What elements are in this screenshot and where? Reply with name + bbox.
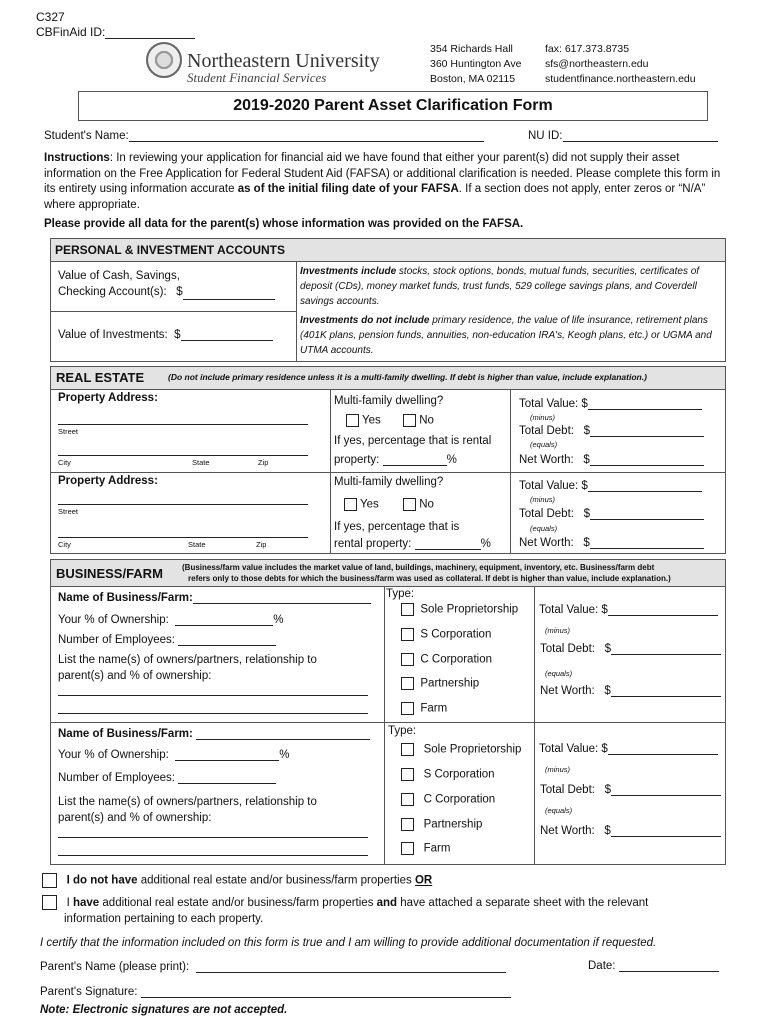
student-name-field[interactable] [44, 130, 484, 142]
multi-family-question-1: Multi-family dwelling? [334, 395, 444, 407]
owners-line-2b[interactable] [58, 846, 368, 856]
owners-list-label-1: List the name(s) of owners/partners, relationship to parent(s) and % of ownership: [58, 654, 317, 682]
type-partnership-1[interactable]: Partnership [401, 677, 479, 690]
form-title-box [78, 91, 708, 121]
no-checkbox[interactable] [403, 498, 416, 511]
bf-minus-2: (minus) [545, 765, 571, 774]
business-name-field-2[interactable]: Name of Business/Farm: [58, 728, 370, 740]
ownership-field-1[interactable]: Your % of Ownership: % [58, 614, 284, 626]
bf-net-worth-2[interactable]: Net Worth: $ [540, 825, 721, 837]
cash-label-line2: Checking Account(s): [58, 286, 167, 298]
re-equals-1: (equals) [530, 440, 558, 449]
parent-signature-field[interactable]: Parent's Signature: [40, 986, 511, 998]
city-state-zip-line-2[interactable] [58, 522, 308, 538]
re-equals-2: (equals) [530, 524, 558, 533]
ownership-field-2[interactable]: Your % of Ownership: % [58, 749, 290, 761]
multi-family-no-2[interactable]: No [403, 498, 434, 511]
bf-total-value-1[interactable]: Total Value: $ [539, 604, 718, 616]
nuid-field[interactable] [528, 130, 718, 142]
type-partnership-2[interactable]: Partnership [401, 818, 482, 831]
state-caption-1: State [192, 458, 210, 467]
partnership-checkbox[interactable] [401, 677, 414, 690]
student-name-label: Student's Name: [44, 130, 129, 142]
business-name-field-1[interactable]: Name of Business/Farm: [58, 592, 371, 604]
bf-total-debt-1[interactable]: Total Debt: $ [540, 643, 721, 655]
re-total-debt-1[interactable]: Total Debt: $ [519, 425, 704, 437]
nuid-label: NU ID: [528, 130, 563, 142]
contact-info: fax: 617.373.8735 sfs@northeastern.edu studentfinance.northeastern.edu [545, 43, 696, 85]
street-caption-2: Street [58, 507, 79, 516]
bf-equals-1: (equals) [545, 669, 573, 678]
owners-list-label-2: List the name(s) of owners/partners, relationship to parent(s) and % of ownership: [58, 796, 317, 824]
type-s-corp-2[interactable]: S Corporation [401, 768, 495, 781]
street-line-2[interactable] [58, 489, 308, 505]
investments-exclude-text: Investments do not include primary residence, the value of life insurance, retirement plans (401K plans, pension funds, annuities, non-education IRA's, Keogh plans, etc.) or UGMA and UTMA accounts. [300, 315, 712, 356]
rental-pct-field-2[interactable]: rental property: % [334, 538, 491, 550]
zip-caption-2: Zip [256, 540, 267, 549]
multi-family-yes-1[interactable]: Yes [346, 414, 381, 427]
re-net-worth-2[interactable]: Net Worth: $ [519, 537, 704, 549]
department-name: Student Financial Services [187, 70, 327, 85]
university-name: Northeastern University [187, 50, 380, 72]
re-minus-2: (minus) [530, 495, 556, 504]
investments-include-text: Investments include stocks, stock options, bonds, mutual funds, securities, certificates of deposit (CDs), money market funds, trust funds, 529 college savings plans, and Coverdell savings accounts. [300, 266, 700, 307]
no-additional-checkbox[interactable] [42, 873, 57, 888]
street-caption-1: Street [58, 427, 79, 436]
zip-caption-1: Zip [258, 458, 269, 467]
city-caption-1: City [58, 458, 71, 467]
provide-data-note: Please provide all data for the parent(s) whose information was provided on the FAFSA. [44, 218, 524, 230]
property-address-label-2: Property Address: [58, 475, 158, 487]
type-sole-prop-2[interactable]: Sole Proprietorship [401, 743, 521, 756]
multi-family-question-2: Multi-family dwelling? [334, 476, 444, 488]
has-additional-properties-option[interactable]: I have additional real estate and/or business/farm properties and have attached a separate sheet with the relevant information pertaining to each property. [42, 895, 732, 927]
city-state-zip-line-1[interactable] [58, 440, 308, 456]
certification-statement: I certify that the information included on this form is true and I am willing to provide additional documentation if requested. [40, 937, 657, 949]
rental-pct-field-1[interactable]: property: % [334, 454, 457, 466]
rental-pct-label-2: If yes, percentage that is [334, 521, 460, 533]
form-code: C327 [36, 10, 65, 24]
type-farm-1[interactable]: Farm [401, 702, 447, 715]
employees-field-2[interactable]: Number of Employees: [58, 772, 276, 784]
re-total-debt-2[interactable]: Total Debt: $ [519, 508, 704, 520]
cash-label-line1: Value of Cash, Savings, [58, 270, 180, 282]
owners-line-1b[interactable] [58, 704, 368, 714]
cash-savings-field[interactable]: Value of Cash, Savings, Checking Account(s): $ [58, 268, 275, 300]
business-type-label-1: Type: [386, 588, 415, 600]
bf-total-debt-2[interactable]: Total Debt: $ [540, 784, 721, 796]
s-corp-checkbox[interactable] [401, 768, 414, 781]
bf-equals-2: (equals) [545, 806, 573, 815]
owners-line-2a[interactable] [58, 828, 368, 838]
city-caption-2: City [58, 540, 71, 549]
instructions-paragraph: Instructions: In reviewing your application for financial aid we have found that either your parent(s) did not supply their asset information on the Free Application for Federal Student Aid (FAFSA) or additional clarification is needed. Please complete this form in its entirety using information accurate as of the initial filing date of your FAFSA. If a section does not apply, enter zeros or “N/A” where appropriate. [44, 152, 721, 211]
yes-checkbox[interactable] [344, 498, 357, 511]
sole-prop-checkbox[interactable] [401, 603, 414, 616]
farm-checkbox[interactable] [401, 842, 414, 855]
bf-net-worth-1[interactable]: Net Worth: $ [540, 685, 721, 697]
real-estate-title: REAL ESTATE [56, 370, 145, 385]
investments-value-field[interactable]: Value of Investments: $ [58, 329, 273, 341]
re-total-value-1[interactable]: Total Value: $ [519, 398, 702, 410]
c-corp-checkbox[interactable] [401, 793, 414, 806]
personal-section-header: PERSONAL & INVESTMENT ACCOUNTS [51, 239, 725, 262]
cbfinaid-label: CBFinAid ID: [36, 25, 106, 39]
investments-label: Value of Investments: [58, 329, 168, 341]
partnership-checkbox[interactable] [401, 818, 414, 831]
rental-pct-label-1: If yes, percentage that is rental [334, 435, 492, 447]
mailing-address: 354 Richards Hall 360 Huntington Ave Boston, MA 02115 [430, 43, 522, 85]
type-c-corp-2[interactable]: C Corporation [401, 793, 495, 806]
cbfinaid-field[interactable] [36, 25, 195, 39]
business-type-label-2: Type: [388, 725, 417, 737]
re-net-worth-1[interactable]: Net Worth: $ [519, 454, 704, 466]
type-s-corp-1[interactable]: S Corporation [401, 628, 491, 641]
no-checkbox[interactable] [403, 414, 416, 427]
electronic-signature-note: Note: Electronic signatures are not accepted. [40, 1004, 288, 1016]
business-title: BUSINESS/FARM [56, 566, 163, 581]
multi-family-yes-2[interactable]: Yes [344, 498, 379, 511]
owners-line-1a[interactable] [58, 686, 368, 696]
employees-field-1[interactable]: Number of Employees: [58, 634, 276, 646]
parent-name-field[interactable]: Parent's Name (please print): [40, 961, 506, 973]
form-title: 2019-2020 Parent Asset Clarification Form [233, 97, 553, 114]
multi-family-no-1[interactable]: No [403, 414, 434, 427]
type-sole-prop-1[interactable]: Sole Proprietorship [401, 603, 518, 616]
real-estate-note: (Do not include primary residence unless it is a multi-family dwelling. If debt is higher than value, include explanation.) [168, 372, 647, 382]
farm-checkbox[interactable] [401, 702, 414, 715]
re-total-value-2[interactable]: Total Value: $ [519, 480, 702, 492]
sole-prop-checkbox[interactable] [401, 743, 414, 756]
no-additional-properties-option[interactable]: I do not have additional real estate and/or business/farm properties OR [42, 873, 432, 888]
type-c-corp-1[interactable]: C Corporation [401, 653, 492, 666]
s-corp-checkbox[interactable] [401, 628, 414, 641]
street-line-1[interactable] [58, 409, 308, 425]
bf-minus-1: (minus) [545, 626, 571, 635]
university-seal-icon [146, 42, 182, 78]
type-farm-2[interactable]: Farm [401, 842, 450, 855]
bf-total-value-2[interactable]: Total Value: $ [539, 743, 718, 755]
state-caption-2: State [188, 540, 206, 549]
yes-checkbox[interactable] [346, 414, 359, 427]
has-additional-checkbox[interactable] [42, 895, 57, 910]
property-address-label-1: Property Address: [58, 392, 158, 404]
re-minus-1: (minus) [530, 413, 556, 422]
business-note: (Business/farm value includes the market value of land, buildings, machinery, equipment, inventory, etc. Business/farm debt refers only to those debts for which the business/farm was used as collateral. If debt is higher than value, include explanation.) [182, 563, 671, 583]
date-field[interactable]: Date: [588, 960, 719, 972]
c-corp-checkbox[interactable] [401, 653, 414, 666]
